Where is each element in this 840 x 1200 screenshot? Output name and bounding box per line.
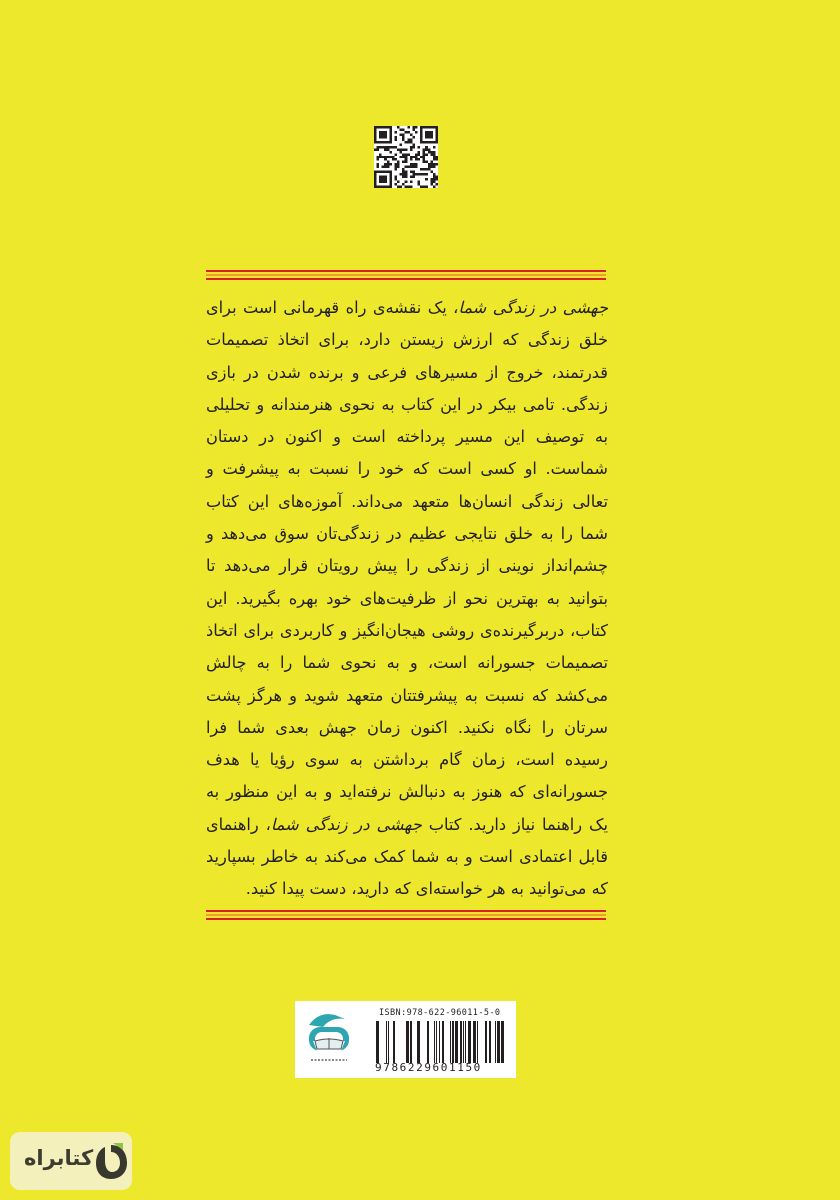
book-title-italic: جهشی در زندگی شما [270, 814, 422, 834]
back-cover-blurb [206, 292, 608, 906]
barcode-digits: 9786229601150 [375, 1061, 482, 1074]
bottom-divider [206, 910, 606, 920]
publisher-logo [301, 1007, 357, 1071]
ketabrah-label: کتابراه [24, 1146, 94, 1170]
blurb-text: ، یک نقشه‌ی راه قهرمانی است برای خلق زندگی که ارزش زیستن دارد، برای اتخاذ تصمیمات قدرتمند، خروج از مسیرهای فرعی و برنده شدن در بازی زندگی. تامی بیکر در این کتاب به نحوی هنرمندانه و تحلیلی به توصیف این مسیر پرداخته است و اکنون در دستان شماست. او کسی است که خود را نسبت به پیشرفت و تعالی زندگی انسان‌ها متعهد می‌داند. آموزه‌های این کتاب شما را به خلق نتایجی عظیم در زندگی‌تان سوق می‌دهد و چشم‌انداز نوینی از زندگی را پیش رویتان قرار می‌دهد تا بتوانید به بهترین نحو از ظرفیت‌های خود بهره بگیرید. این کتاب، دربرگیرنده‌ی روشی هیجان‌انگیز و کاربردی برای اتخاذ تصمیمات جسورانه است، و به نحوی شما را به چالش می‌کشد که نسبت به پیشرفتتان متعهد شوید و هرگز پشت سرتان را نگاه نکنید. اکنون زمان جهش بعدی شما فرا رسیده است، زمان گام برداشتن به سوی رؤیا یا هدف جسورانه‌ای که هنوز به دنبالش نرفته‌اید و به این منظور به یک راهنما نیاز دارید. کتاب [206, 298, 608, 834]
book-title-italic: جهشی در زندگی شما [458, 298, 608, 317]
top-divider [206, 270, 606, 280]
ketabrah-watermark [10, 1132, 132, 1190]
isbn-barcode-panel [295, 1001, 516, 1078]
barcode [375, 1021, 509, 1063]
ketabrah-logo-icon [93, 1141, 129, 1181]
blurb-text: ، راهنمای قابل اعتمادی است و به شما کمک می‌کند به خاطر بسپارید که می‌توانید به هر خواسته‌ای که دارید، دست پیدا کنید. [206, 814, 608, 899]
blurb-paragraph [206, 292, 608, 906]
isbn-label: ISBN:978-622-96011-5-0 [379, 1008, 501, 1018]
qr-code [374, 126, 438, 188]
